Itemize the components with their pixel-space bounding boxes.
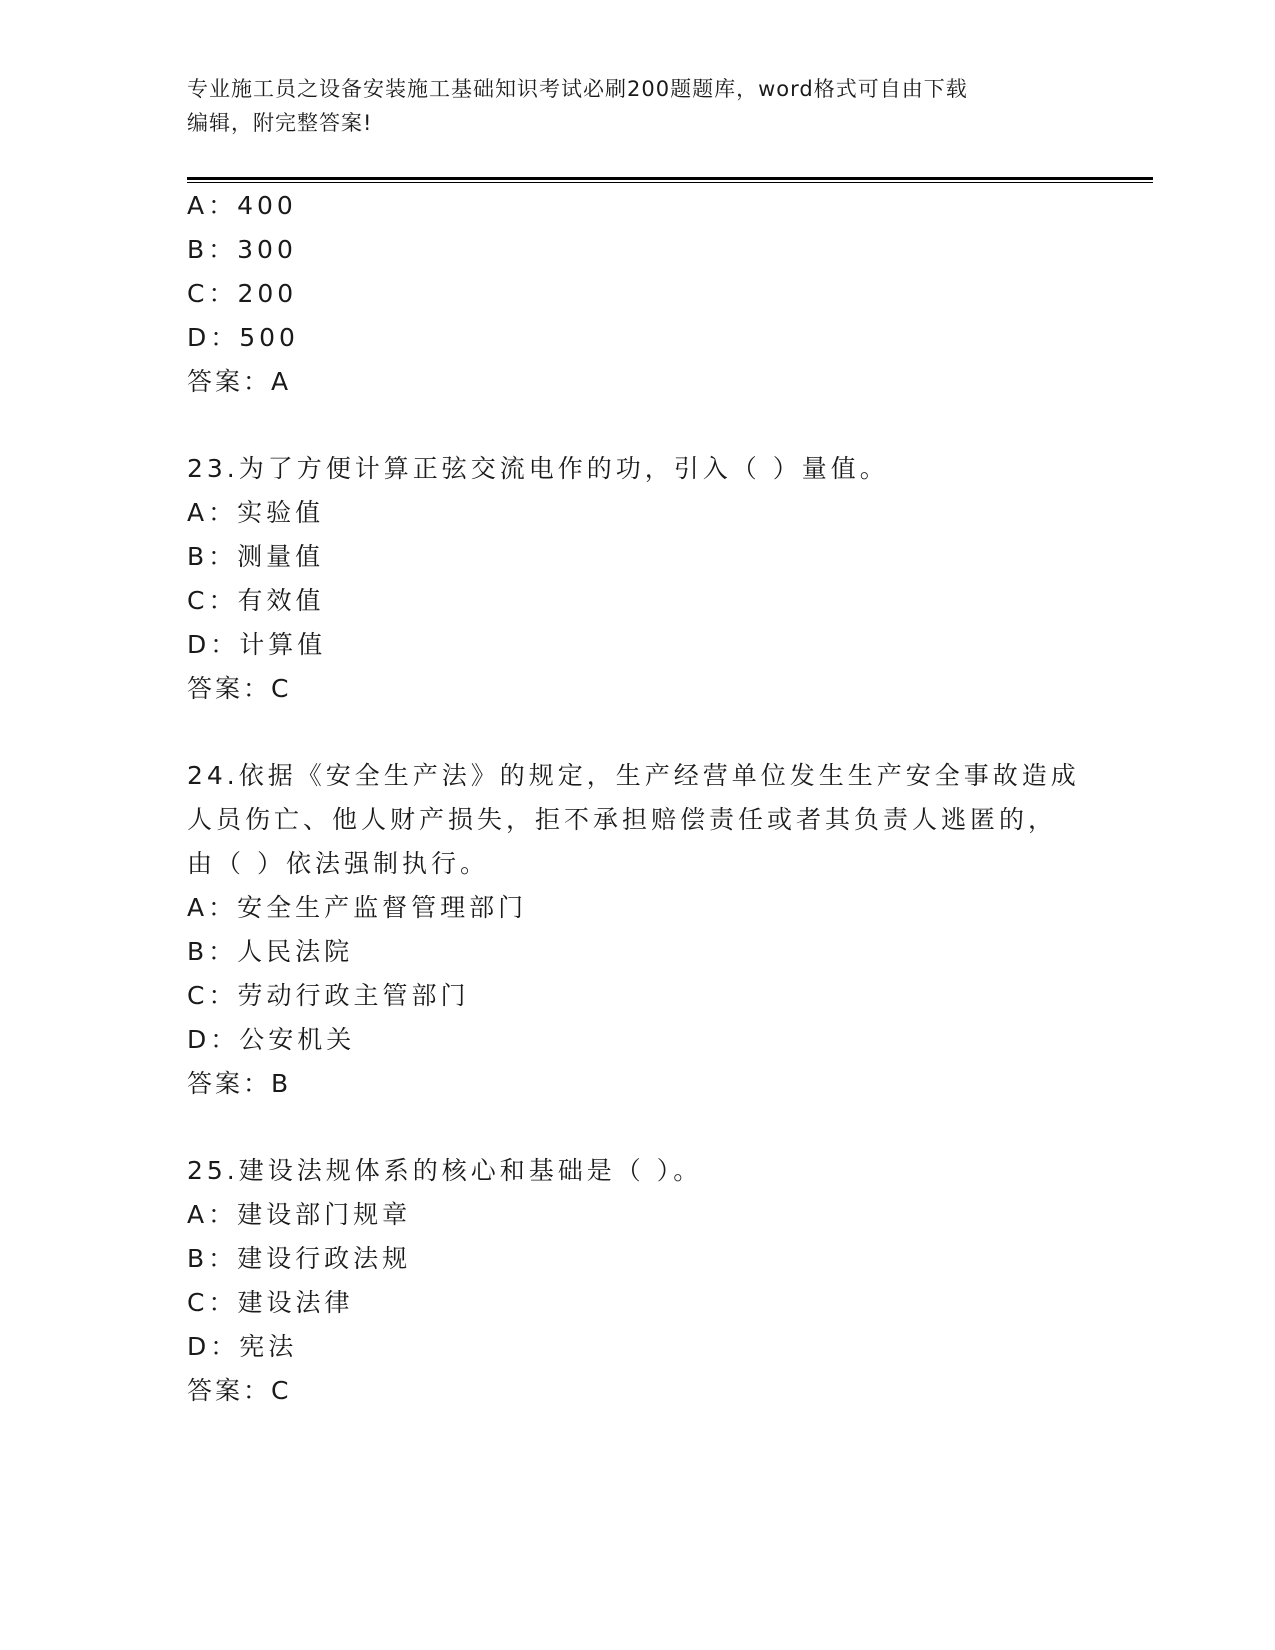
q23-option-d: D：计算值 <box>187 630 327 659</box>
document-header <box>187 72 1087 140</box>
q22-option-b: B：300 <box>187 235 297 264</box>
q24-option-a: A：安全生产监督管理部门 <box>187 893 528 922</box>
q22-option-d: D：500 <box>187 323 299 352</box>
q23-option-b: B：测量值 <box>187 542 325 571</box>
q23-answer: 答案：C <box>187 674 292 703</box>
q24-option-d: D：公安机关 <box>187 1025 356 1054</box>
q23-option-a: A：实验值 <box>187 498 325 527</box>
q25-option-c: C：建设法律 <box>187 1288 354 1317</box>
q22-option-c: C：200 <box>187 279 298 308</box>
q24-stem-line-2: 人员伤亡、他人财产损失，拒不承担赔偿责任或者其负责人逃匿的， <box>187 805 1058 834</box>
header-line-2: 编辑，附完整答案! <box>187 111 373 135</box>
header-divider-thick <box>187 177 1153 180</box>
q24-option-c: C：劳动行政主管部门 <box>187 981 470 1010</box>
q25-option-d: D：宪法 <box>187 1332 298 1361</box>
q25-stem: 25.建设法规体系的核心和基础是（ ）。 <box>187 1156 703 1185</box>
q23-option-c: C：有效值 <box>187 586 325 615</box>
q22-option-a: A：400 <box>187 191 297 220</box>
q25-option-b: B：建设行政法规 <box>187 1244 412 1273</box>
q24-stem-line-1: 24.依据《安全生产法》的规定，生产经营单位发生生产安全事故造成 <box>187 761 1080 790</box>
q23-stem: 23.为了方便计算正弦交流电作的功，引入（ ）量值。 <box>187 454 889 483</box>
q25-option-a: A：建设部门规章 <box>187 1200 412 1229</box>
header-divider-thin <box>187 182 1153 183</box>
q24-stem-line-3: 由（ ）依法强制执行。 <box>187 849 489 878</box>
q25-answer: 答案：C <box>187 1376 292 1405</box>
q22-answer: 答案：A <box>187 367 292 396</box>
header-line-1: 专业施工员之设备安装施工基础知识考试必刷200题题库，word格式可自由下载 <box>187 77 968 101</box>
q24-answer: 答案：B <box>187 1069 292 1098</box>
q24-option-b: B：人民法院 <box>187 937 354 966</box>
